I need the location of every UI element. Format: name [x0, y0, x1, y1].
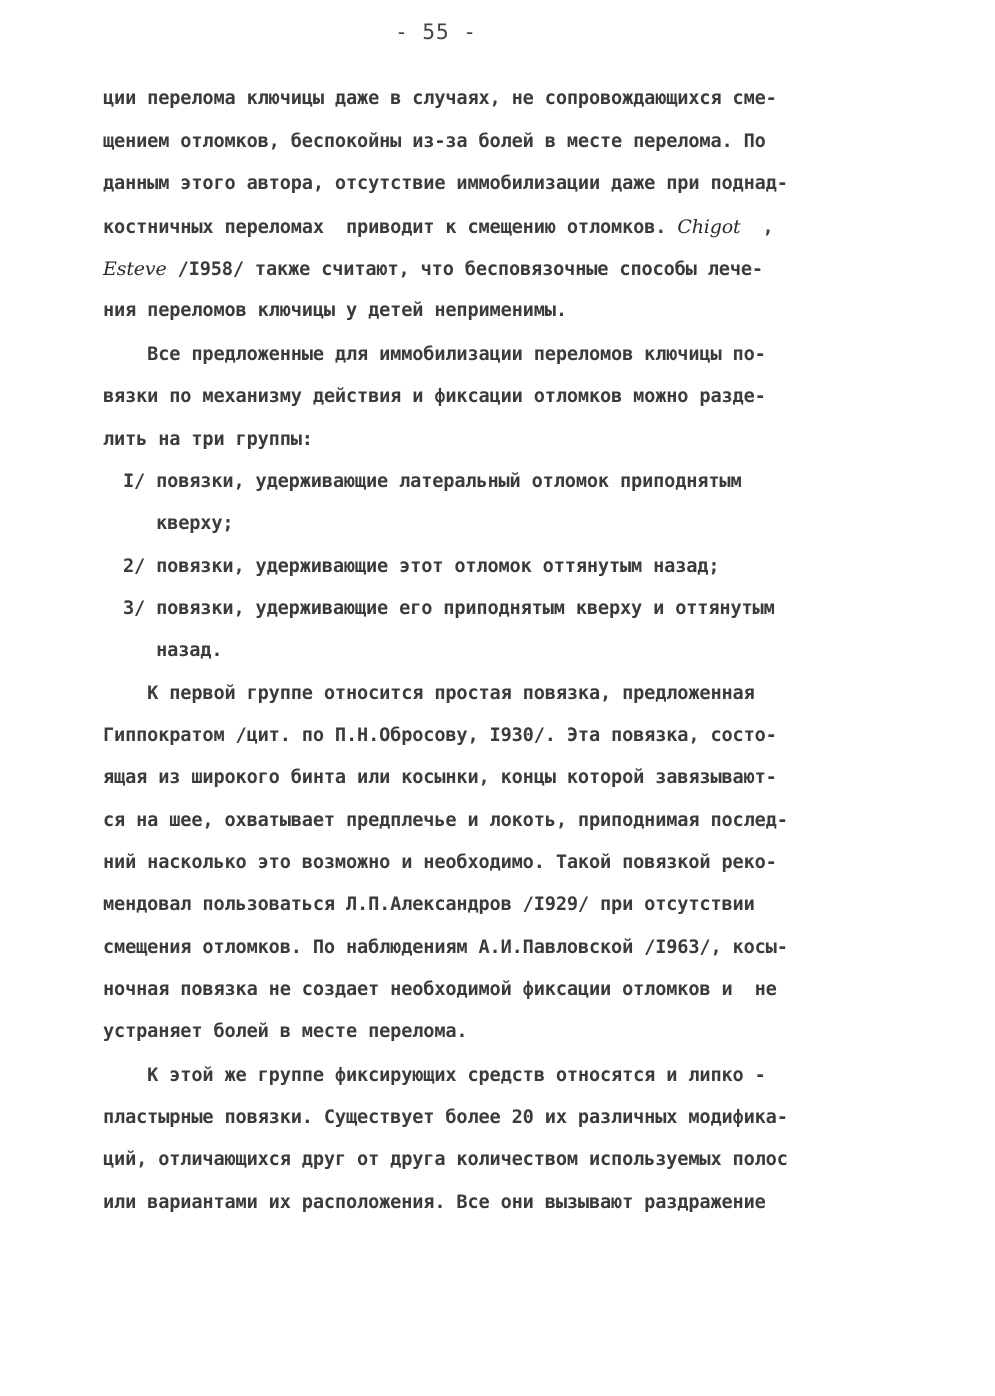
text-line-with-handwriting — [103, 212, 774, 242]
list-item-continuation: назад. — [123, 640, 223, 661]
text-line-with-handwriting — [103, 254, 763, 284]
handwritten-author: Chigot — [677, 216, 741, 238]
text-line: ящая из широкого бинта или косынки, концы которой завязывают- — [103, 767, 777, 788]
list-item-continuation: кверху; — [123, 513, 234, 534]
text-line: мендовал пользоваться Л.П.Александров /I929/ при отсутствии — [103, 894, 755, 915]
text-line: смещения отломков. По наблюдениям А.И.Павловской /I963/, косы- — [103, 937, 788, 958]
list-item: 2/ повязки, удерживающие этот отломок оттянутым назад; — [123, 556, 720, 577]
text-line: лить на три группы: — [103, 429, 313, 450]
text-fragment: /I958/ также считают, что бесповязочные способы лече- — [177, 259, 763, 280]
text-line: ции перелома ключицы даже в случаях, не сопровождающихся сме- — [103, 88, 777, 109]
text-line: ний насколько это возможно и необходимо. Такой повязкой реко- — [103, 852, 777, 873]
text-line: щением отломков, беспокойны из-за болей в месте перелома. По — [103, 131, 766, 152]
text-line: ся на шее, охватывает предплечье и локоть, приподнимая послед- — [103, 810, 788, 831]
list-item: I/ повязки, удерживающие латеральный отломок приподнятым — [123, 471, 742, 492]
text-fragment: костничных переломах приводит к смещению отломков. — [103, 217, 667, 238]
paragraph-start: Все предложенные для иммобилизации переломов ключицы по- — [103, 344, 766, 365]
paragraph-start: К этой же группе фиксирующих средств относятся и липко - — [103, 1065, 766, 1086]
text-line: ций, отличающихся друг от друга количеством используемых полос — [103, 1149, 788, 1170]
list-item: 3/ повязки, удерживающие его приподнятым кверху и оттянутым — [123, 598, 775, 619]
text-line: вязки по механизму действия и фиксации отломков можно разде- — [103, 386, 766, 407]
text-line: ния переломов ключицы у детей неприменимы. — [103, 300, 567, 321]
text-line: или вариантами их расположения. Все они вызывают раздражение — [103, 1192, 766, 1213]
text-line: ночная повязка не создает необходимой фиксации отломков и не — [103, 979, 777, 1000]
handwritten-author: Esteve — [103, 258, 167, 280]
paragraph-start: К первой группе относится простая повязка, предложенная — [103, 683, 755, 704]
text-line: устраняет болей в месте перелома. — [103, 1021, 468, 1042]
text-line: пластырные повязки. Существует более 20 их различных модифика- — [103, 1107, 788, 1128]
text-line: данным этого автора, отсутствие иммобилизации даже при поднад- — [103, 173, 788, 194]
page-number: - 55 - — [395, 20, 477, 44]
handwritten-comma: , — [762, 217, 774, 238]
text-line: Гиппократом /цит. по П.Н.Обросову, I930/. Эта повязка, состо- — [103, 725, 777, 746]
